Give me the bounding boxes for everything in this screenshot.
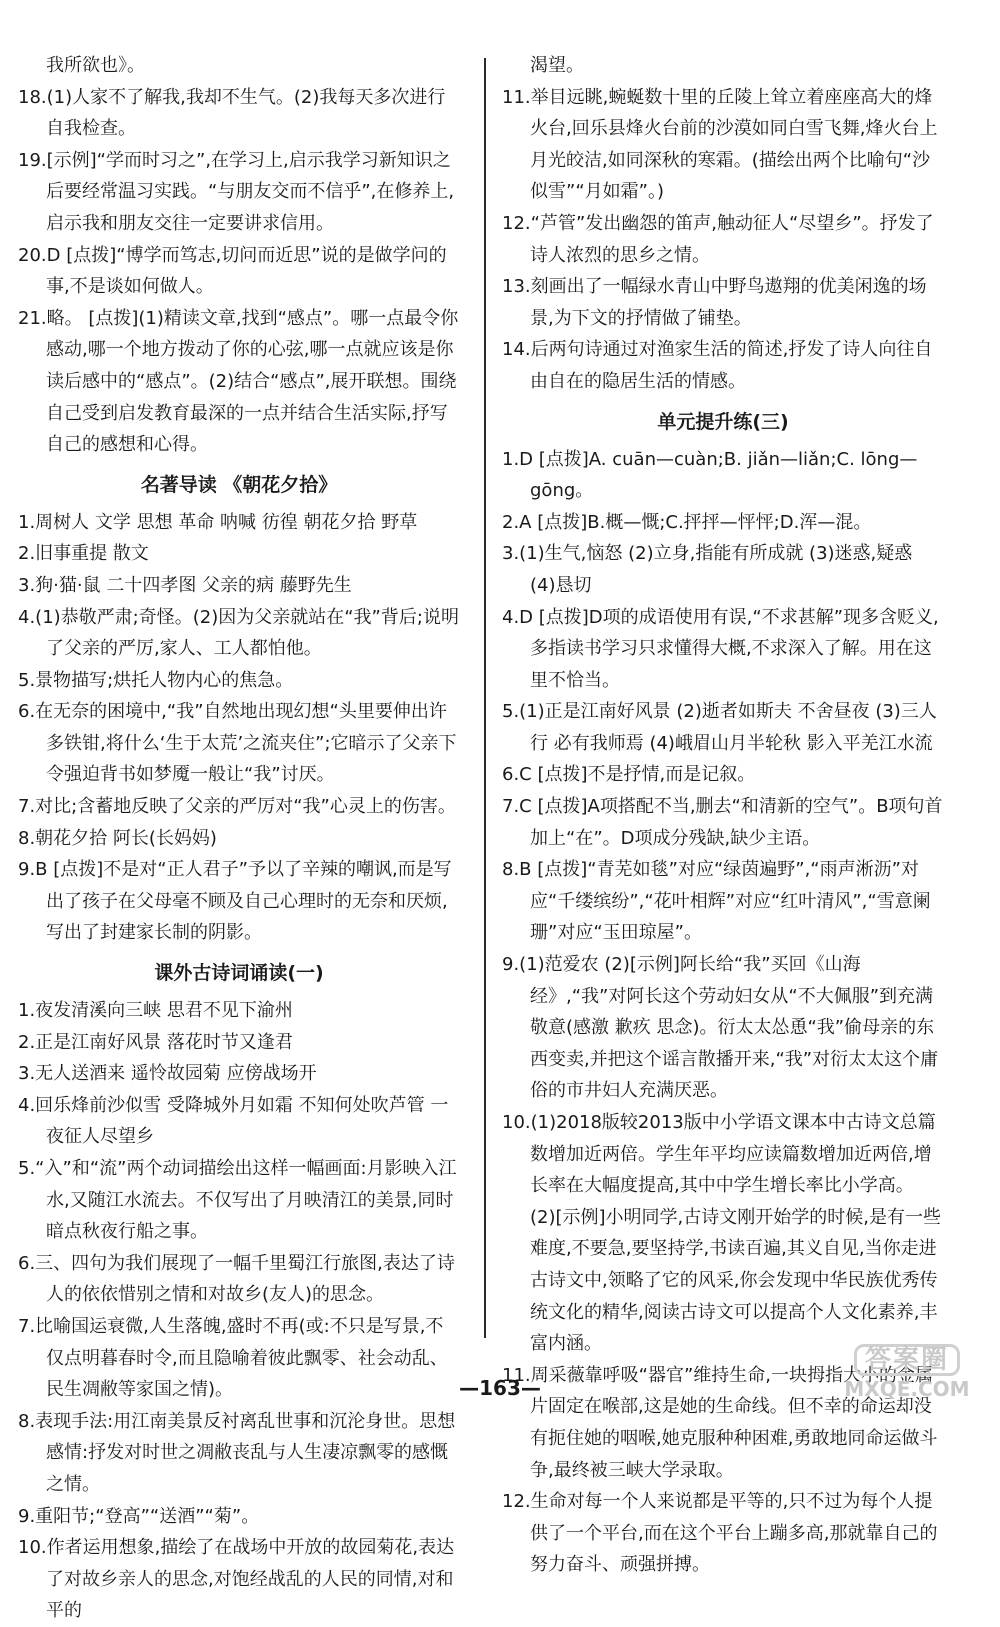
answer-line: 3.狗·猫·鼠 二十四孝图 父亲的病 藤野先生 [18, 574, 352, 596]
answer-line: 20.D [点拨]“博学而笃志,切问而近思”说的是做学问的事,不是谈如何做人。 [18, 244, 447, 298]
answer-line: 12.“芦管”发出幽怨的笛声,触动征人“尽望乡”。抒发了诗人浓烈的思乡之情。 [502, 212, 934, 266]
watermark-bottom: MXQE.COM [844, 1377, 970, 1401]
answer-line: 我所欲也》。 [46, 55, 145, 76]
answer-line: 10.作者运用想象,描绘了在战场中开放的故园菊花,表达了对故乡亲人的思念,对饱经战乱的人民的同情,对和平的 [18, 1537, 455, 1622]
answer-line: 7.对比;含蓄地反映了父亲的严厉对“我”心灵上的伤害。 [18, 796, 456, 818]
page-number: —163— [459, 1376, 541, 1400]
watermark-logo [832, 1344, 982, 1414]
answer-line: 3.无人送酒来 遥怜故园菊 应傍战场开 [18, 1063, 317, 1085]
answer-line: 渴望。 [530, 55, 584, 76]
answer-line: 3.(1)生气,恼怒 (2)立身,指能有所成就 (3)迷惑,疑惑 [502, 543, 913, 565]
answer-line: 6.在无奈的困境中,“我”自然地出现幻想“头里要伸出许多铁钳,将什么‘生于太荒’之流夹住”;它暗示了父亲下令强迫背书如梦魇一般让“我”讨厌。 [18, 701, 457, 786]
answer-line: 2.正是江南好风景 落花时节又逢君 [18, 1031, 293, 1053]
answer-line: 4.回乐烽前沙似雪 受降城外月如霜 不知何处吹芦管 一夜征人尽望乡 [18, 1094, 449, 1148]
answer-line: 4.D [点拨]D项的成语使用有误,“不求甚解”现多含贬义,多指读书学习只求懂得大概,不求深入了解。用在这里不恰当。 [502, 606, 939, 691]
answer-line: 8.朝花夕拾 阿长(长妈妈) [18, 827, 217, 849]
watermark-top: 答案圈 [854, 1344, 960, 1376]
answer-line: 12.生命对每一个人来说都是平等的,只不过为每个人提供了一个平台,而在这个平台上蹦多高,那就靠自己的努力奋斗、顽强拼搏。 [502, 1491, 938, 1576]
answer-line: 2.旧事重提 散文 [18, 543, 149, 565]
answer-line: 8.B [点拨]“青芜如毯”对应“绿茵遍野”,“雨声淅沥”对应“千缕缤纷”,“花叶相辉”对应“红叶清风”,“雪意阑珊”对应“玉田琼屋”。 [502, 859, 931, 944]
answer-line: 2.A [点拨]B.概—慨;C.抨抨—怦怦;D.浑—混。 [502, 511, 872, 533]
answer-line: 11.举目远眺,蜿蜒数十里的丘陵上耸立着座座高大的烽火台,回乐县烽火台前的沙漠如同白雪飞舞,烽火台上月光皎洁,如同深秋的寒霜。(描绘出两个比喻句“沙似雪”“月如霜”。) [502, 86, 938, 203]
answer-line: (4)恳切 [530, 574, 592, 596]
answer-line: 7.比喻国运衰微,人生落魄,盛时不再(或:不只是写景,不仅点明暮春时令,而且隐喻着彼此飘零、社会动乱、民生凋敝等家国之情)。 [18, 1315, 448, 1401]
answer-line: 21.略。 [点拨](1)精读文章,找到“感点”。哪一点最令你感动,哪一个地方拨动了你的心弦,哪一点就应该是你读后感中的“感点”。(2)结合“感点”,展开联想。围绕自己受到启发教育最深的一点并结合生活实际,抒写自己的感想和心得。 [18, 307, 459, 456]
answer-line: 14.后两句诗通过对渔家生活的简述,抒发了诗人向往自由自在的隐居生活的情感。 [502, 339, 933, 392]
section-heading-classic-reading: 名著导读 《朝花夕拾》 [140, 473, 338, 496]
answer-line: 6.C [点拨]不是抒情,而是记叙。 [502, 764, 756, 786]
section-heading-poetry-reading: 课外古诗词诵读(一) [154, 962, 324, 985]
answer-line: 5.“入”和“流”两个动词描绘出这样一幅画面:月影映入江水,又随江水流去。不仅写出了月映清江的美景,同时暗点秋夜行船之事。 [18, 1158, 457, 1243]
answer-line: 9.重阳节;“登高”“送酒”“菊”。 [18, 1505, 260, 1527]
answer-line: 9.B [点拨]不是对“正人君子”予以了辛辣的嘲讽,而是写出了孩子在父母毫不顾及自己心理时的无奈和厌烦,写出了封建家长制的阴影。 [18, 859, 452, 944]
answer-line: 11.周采薇靠呼吸“器官”维持生命,一块拇指大小的金属片固定在喉部,这是她的生命线。但不幸的命运却没有扼住她的咽喉,她克服种种困难,勇敢地同命运做斗争,最终被三峡大学录取。 [502, 1364, 938, 1481]
answer-line: 8.表现手法:用江南美景反衬离乱世事和沉沦身世。思想感情:抒发对时世之凋敝丧乱与人生凄凉飘零的感慨之情。 [18, 1410, 456, 1495]
answer-line: 10.(1)2018版较2013版中小学语文课本中古诗文总篇数增加近两倍。学生年平均应读篇数增加近两倍,增长率在大幅度提高,其中中学生增长率比小学高。 [502, 1112, 936, 1197]
answer-line: 4.(1)恭敬严肃;奇怪。(2)因为父亲就站在“我”背后;说明了父亲的严厉,家人、工人都怕他。 [18, 606, 459, 660]
answer-line: 19.[示例]“学而时习之”,在学习上,启示我学习新知识之后要经常温习实践。“与朋友交而不信乎”,在修养上,启示我和朋友交往一定要讲求信用。 [18, 149, 455, 234]
answer-line: 13.刻画出了一幅绿水青山中野鸟遨翔的优美闲逸的场景,为下文的抒情做了铺垫。 [502, 276, 927, 329]
answer-line: 7.C [点拨]A项搭配不当,删去“和清新的空气”。B项句首加上“在”。D项成分残缺,缺少主语。 [502, 796, 943, 849]
answer-line: 9.(1)范爱农 (2)[示例]阿长给“我”买回《山海经》,“我”对阿长这个劳动妇女从“不大佩服”到充满敬意(感激 歉疚 思念)。衍太太怂恿“我”偷母亲的东西变卖,并把这个谣言散播开来,“我”对衍太太这个庸俗的市井妇人充满厌恶。 [502, 954, 939, 1102]
section-heading-unit-practice: 单元提升练(三) [657, 410, 789, 433]
answer-line: 18.(1)人家不了解我,我却不生气。(2)我每天多次进行自我检查。 [18, 86, 446, 140]
answer-line: 6.三、四句为我们展现了一幅千里蜀江行旅图,表达了诗人的依依惜别之情和对故乡(友人)的思念。 [18, 1252, 455, 1306]
answer-line: (2)[示例]小明同学,古诗文刚开始学的时候,是有一些难度,不要急,要坚持学,书读百遍,其义自见,当你走进古诗文中,领略了它的风采,你会发现中华民族优秀传统文化的精华,阅读古诗文可以提高个人文化素养,丰富内涵。 [530, 1206, 941, 1355]
answer-line: 5.景物描写;烘托人物内心的焦急。 [18, 669, 294, 691]
column-divider [484, 58, 486, 1338]
answer-line: 1.周树人 文学 思想 革命 呐喊 彷徨 朝花夕拾 野草 [18, 511, 418, 533]
answer-line: 1.D [点拨]A. cuān—cuàn;B. jiǎn—liǎn;C. lōng—gōng。 [502, 448, 918, 502]
answer-line: 1.夜发清溪向三峡 思君不见下渝州 [18, 1000, 293, 1022]
answer-line: 5.(1)正是江南好风景 (2)逝者如斯夫 不舍昼夜 (3)三人行 必有我师焉 (4)峨眉山月半轮秋 影入平羌江水流 [502, 701, 937, 754]
